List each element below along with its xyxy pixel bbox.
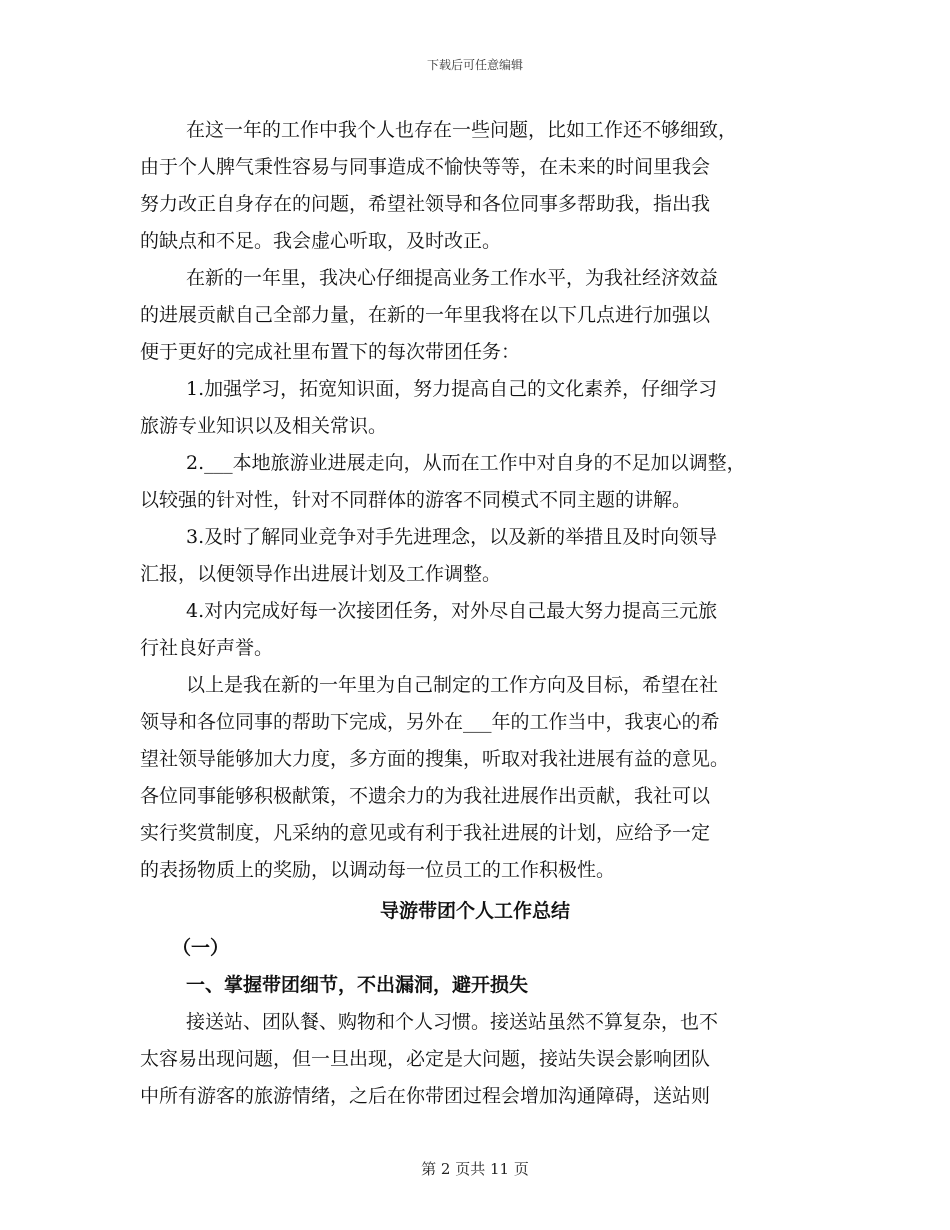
list-item-4 <box>140 593 810 667</box>
text-line: 望社领导能够加大力度，多方面的搜集，听取对我社进展有益的意见。 <box>140 748 730 770</box>
text-line: 实行奖赏制度，凡采纳的意见或有利于我社进展的计划，应给予一定 <box>140 822 711 844</box>
list-item-1 <box>140 371 810 445</box>
text-line: 的表扬物质上的奖励，以调动每一位员工的工作积极性。 <box>140 859 616 881</box>
text-line: 汇报，以便领导作出进展计划及工作调整。 <box>140 563 502 585</box>
text-line: 领导和各位同事的帮助下完成，另外在___年的工作当中，我衷心的希 <box>140 711 720 733</box>
text-line: 以上是我在新的一年里为自己制定的工作方向及目标，希望在社 <box>186 674 719 696</box>
text-line: 中所有游客的旅游情绪，之后在你带团过程会增加沟通障碍，送站则 <box>140 1085 711 1107</box>
text-line: 1.加强学习，拓宽知识面，努力提高自己的文化素养，仔细学习 <box>186 378 718 400</box>
section-title: 导游带团个人工作总结 <box>379 900 570 922</box>
paragraph-4 <box>140 1004 810 1115</box>
text-line: 在新的一年里，我决心仔细提高业务工作水平，为我社经济效益 <box>186 267 719 289</box>
section-number: （一） <box>172 937 230 959</box>
text-line: 太容易出现问题，但一旦出现，必定是大问题，接站失误会影响团队 <box>140 1048 711 1070</box>
text-line: 4.对内完成好每一次接团任务，对外尽自己最大努力提高三元旅 <box>186 600 718 622</box>
text-line: 的进展贡献自己全部力量，在新的一年里我将在以下几点进行加强以 <box>140 304 711 326</box>
page-footer: 第 2 页共 11 页 <box>421 1160 529 1178</box>
paragraph-1 <box>140 112 810 260</box>
text-line: 便于更好的完成社里布置下的每次带团任务： <box>140 341 521 363</box>
list-item-3 <box>140 519 810 593</box>
text-line: 的缺点和不足。我会虚心听取，及时改正。 <box>140 230 502 252</box>
text-line: 由于个人脾气秉性容易与同事造成不愉快等等，在未来的时间里我会 <box>140 156 711 178</box>
list-item-2 <box>140 445 810 519</box>
paragraph-3 <box>140 667 810 889</box>
text-line: 行社良好声誉。 <box>140 637 274 659</box>
document-body <box>140 112 810 1115</box>
text-line: 在这一年的工作中我个人也存在一些问题，比如工作还不够细致， <box>186 119 738 141</box>
text-line: 各位同事能够积极献策，不遗余力的为我社进展作出贡献，我社可以 <box>140 785 711 807</box>
text-line: 旅游专业知识以及相关常识。 <box>140 415 388 437</box>
text-line: 接送站、团队餐、购物和个人习惯。接送站虽然不算复杂，也不 <box>186 1011 719 1033</box>
text-line: 努力改正自身存在的问题，希望社领导和各位同事多帮助我，指出我 <box>140 193 711 215</box>
text-line: 3.及时了解同业竞争对手先进理念，以及新的举措且及时向领导 <box>186 526 718 548</box>
text-line: 2.___本地旅游业进展走向，从而在工作中对自身的不足加以调整， <box>186 452 746 474</box>
paragraph-2 <box>140 260 810 371</box>
page-header: 下载后可任意编辑 <box>426 58 523 72</box>
text-line: 以较强的针对性，针对不同群体的游客不同模式不同主题的讲解。 <box>140 489 692 511</box>
subheading: 一、掌握带团细节，不出漏洞，避开损失 <box>186 974 529 996</box>
